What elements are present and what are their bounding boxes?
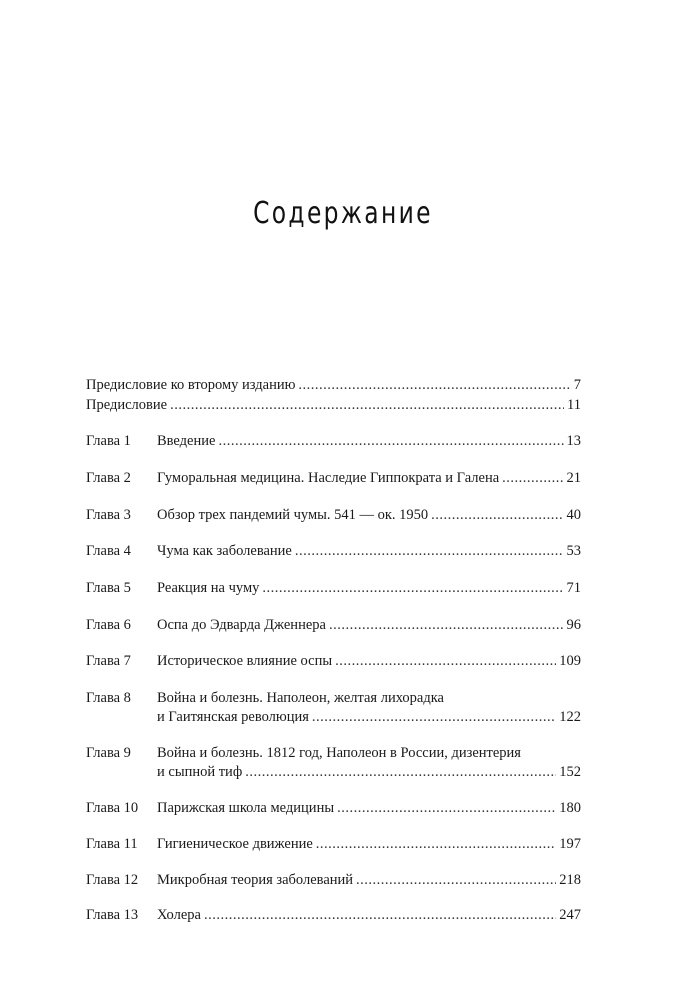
toc-page-number: 218: [559, 872, 581, 888]
toc-page-number: 7: [573, 377, 581, 393]
toc-entry-title-line-1: Война и болезнь. 1812 год, Наполеон в России, дизентерия: [157, 745, 521, 761]
toc-entry-title: Парижская школа медицины: [157, 800, 335, 816]
toc-entry-title: Гигиеническое движение: [157, 836, 313, 852]
dot-leader: [204, 906, 556, 925]
dot-leader: [170, 396, 564, 415]
toc-entry-title-line-2: и сыпной тиф: [157, 764, 243, 780]
toc-entry-chapter-11[interactable]: [86, 835, 581, 854]
dot-leader: [245, 763, 556, 782]
toc-entry-chapter-13[interactable]: [86, 906, 581, 925]
toc-entry-title: Предисловие: [86, 397, 168, 413]
chapter-label: Глава 4: [86, 543, 131, 559]
toc-page-number: 247: [559, 907, 581, 923]
chapter-label: Глава 5: [86, 580, 131, 596]
chapter-label: Глава 12: [86, 872, 139, 888]
toc-entry-chapter-6[interactable]: [86, 616, 581, 635]
dot-leader: [262, 579, 563, 598]
dot-leader: [335, 652, 556, 671]
toc-page-number: 53: [566, 543, 581, 559]
toc-entry-preface[interactable]: [86, 396, 581, 415]
chapter-label: Глава 13: [86, 907, 139, 923]
toc-page-number: 180: [559, 800, 581, 816]
chapter-label: Глава 1: [86, 433, 131, 449]
toc-entry-chapter-5[interactable]: [86, 579, 581, 598]
toc-entry-title: Холера: [157, 907, 201, 923]
toc-entry-chapter-8[interactable]: [86, 689, 581, 727]
toc-entry-title: Реакция на чуму: [157, 580, 260, 596]
chapter-label: Глава 8: [86, 690, 131, 706]
dot-leader: [337, 799, 556, 818]
toc-entry-chapter-10[interactable]: [86, 799, 581, 818]
dot-leader: [431, 506, 563, 525]
toc-entry-title: Введение: [157, 433, 216, 449]
toc-page-number: 122: [559, 709, 581, 725]
toc-page-number: 40: [566, 507, 581, 523]
toc-entry-chapter-2[interactable]: [86, 469, 581, 488]
dot-leader: [316, 835, 556, 854]
chapter-label: Глава 3: [86, 507, 131, 523]
chapter-label: Глава 6: [86, 617, 131, 633]
dot-leader: [329, 616, 564, 635]
toc-entry-title: Гуморальная медицина. Наследие Гиппократа и Галена: [157, 470, 500, 486]
toc-entry-chapter-12[interactable]: [86, 871, 581, 890]
toc-entry-chapter-4[interactable]: [86, 542, 581, 561]
toc-entry-title: Микробная теория заболеваний: [157, 872, 354, 888]
toc-entry-title: Оспа до Эдварда Дженнера: [157, 617, 326, 633]
toc-entry-chapter-7[interactable]: [86, 652, 581, 671]
chapter-label: Глава 7: [86, 653, 131, 669]
dot-leader: [295, 542, 564, 561]
toc-entry-title: Обзор трех пандемий чумы. 541 — ок. 1950: [157, 507, 429, 523]
toc-page-number: 21: [566, 470, 581, 486]
chapter-label: Глава 9: [86, 745, 131, 761]
toc-entry-preface-second-edition[interactable]: [86, 376, 581, 395]
toc-page-number: 71: [566, 580, 581, 596]
dot-leader: [502, 469, 563, 488]
chapter-label: Глава 10: [86, 800, 139, 816]
toc-entry-chapter-9[interactable]: [86, 744, 581, 782]
toc-entry-title-line-2: и Гаитянская революция: [157, 709, 309, 725]
toc-entry-chapter-1[interactable]: [86, 432, 581, 451]
toc-page-number: 109: [559, 653, 581, 669]
dot-leader: [312, 708, 556, 727]
toc-page-number: 11: [567, 397, 581, 413]
toc-entry-title: Чума как заболевание: [157, 543, 292, 559]
toc-entry-chapter-3[interactable]: [86, 506, 581, 525]
dot-leader: [356, 871, 556, 890]
toc-entry-title: Предисловие ко второму изданию: [86, 377, 296, 393]
dot-leader: [218, 432, 563, 451]
toc-page-number: 152: [559, 764, 581, 780]
dot-leader: [298, 376, 570, 395]
toc-entry-title-line-1: Война и болезнь. Наполеон, желтая лихорадка: [157, 690, 444, 706]
toc-page-number: 13: [566, 433, 581, 449]
chapter-label: Глава 2: [86, 470, 131, 486]
page-title: Содержание: [253, 196, 433, 231]
chapter-label: Глава 11: [86, 836, 138, 852]
toc-page-number: 197: [559, 836, 581, 852]
toc-page-number: 96: [566, 617, 581, 633]
toc-entry-title: Историческое влияние оспы: [157, 653, 333, 669]
